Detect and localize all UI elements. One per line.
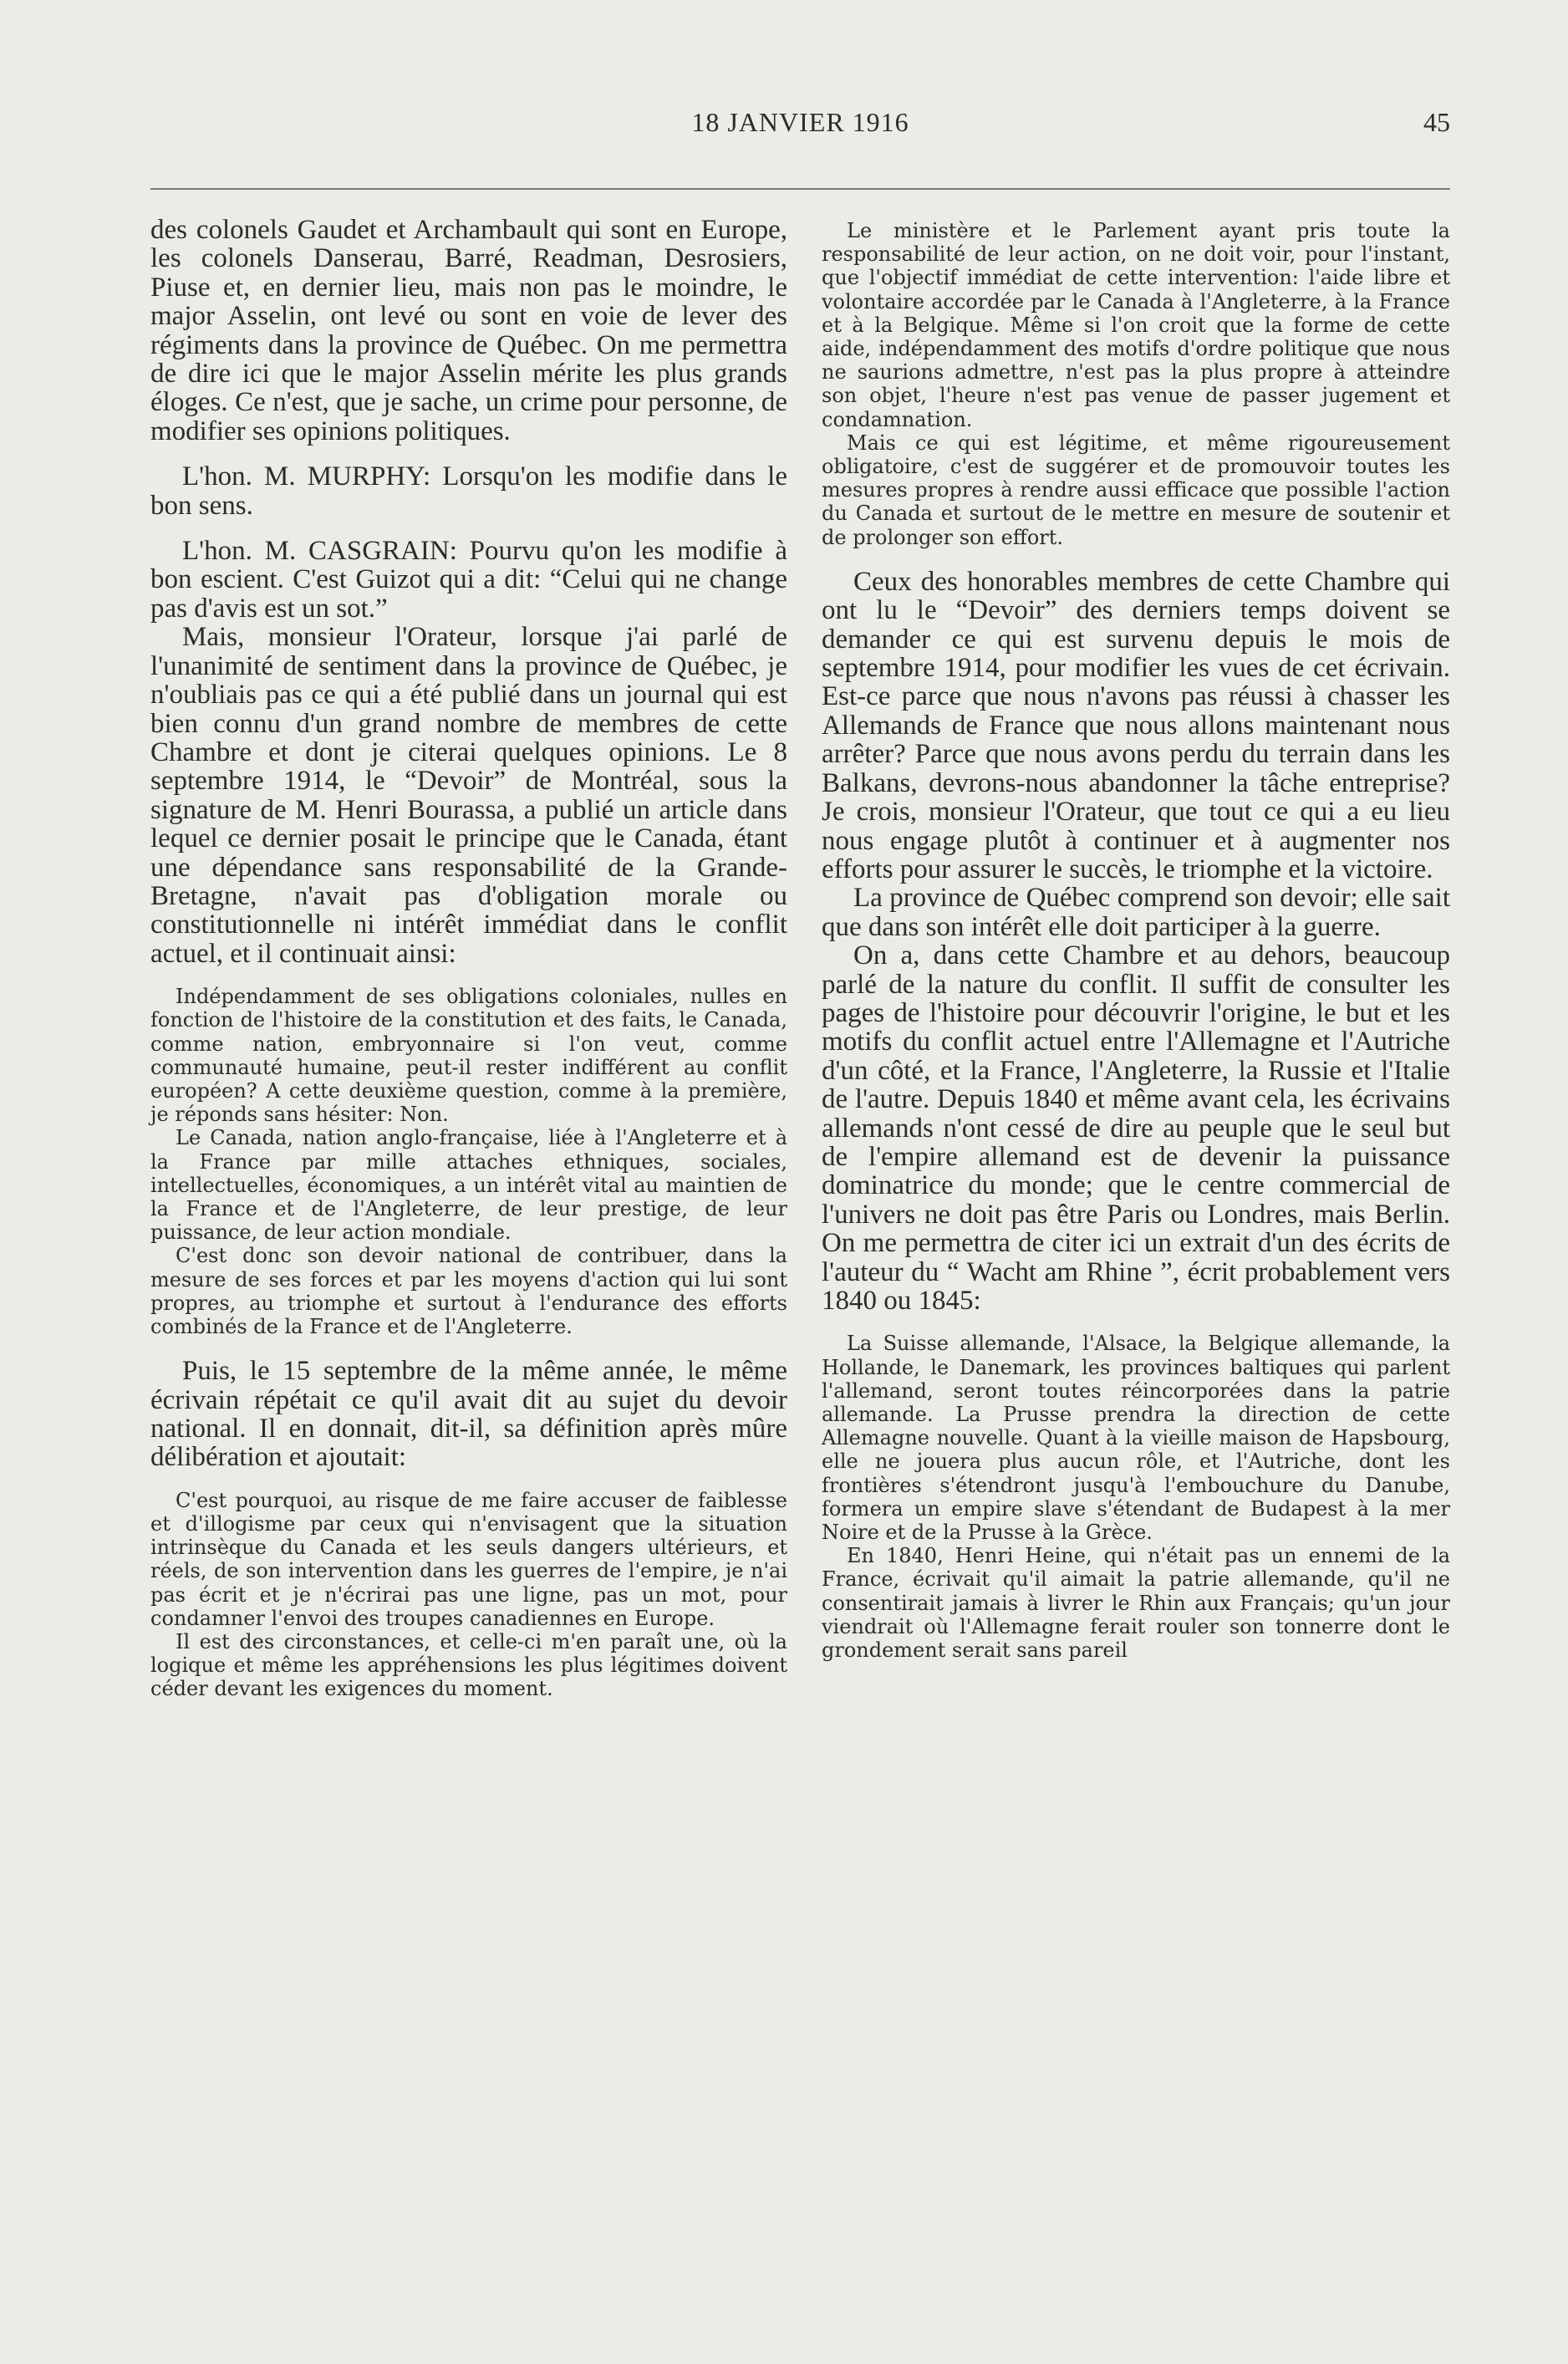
quote-paragraph: Le Canada, nation anglo-française, liée à l'Angleterre et à la France par mille attaches ethniques, sociales, intellectuelles, économiques, a un intérêt vital au maintien de la France et de l'Angleterre, de leur prestige, de leur puissance, de leur action mondiale.: [150, 1126, 787, 1245]
paragraph-casgrain: L'hon. M. CASGRAIN: Pourvu qu'on les modifie à bon escient. C'est Guizot qui a dit: “Celui qui ne change pas d'avis est un sot.”: [150, 536, 787, 624]
block-quote: [150, 985, 787, 1338]
paragraph: On a, dans cette Chambre et au dehors, beaucoup parlé de la nature du conflit. Il suffit de consulter les pages de l'histoire pour découvrir l'origine, le but et les motifs du conflit actuel entre l'Allemagne et l'Autriche d'un côté, et la France, l'Angleterre, la Russie et l'Italie de l'autre. Depuis 1840 et même avant cela, les écrivains allemands n'ont cessé de dire au peuple que le seul but de l'empire allemand est de devenir la puissance dominatrice du monde; que le centre commercial de l'univers ne doit pas être Paris ou Londres, mais Berlin. On me permettra de citer ici un extrait d'un des écrits de l'auteur du “ Wacht am Rhine ”, écrit probablement vers 1840 ou 1845:: [822, 940, 1450, 1316]
quote-paragraph: C'est pourquoi, au risque de me faire accuser de faiblesse et d'illogisme par ceux qui n'envisagent que la situation intrinsèque du Canada et les seuls dangers ultérieurs, et réels, de son intervention dans les guerres de l'empire, je n'ai pas écrit et je n'écrirai pas une ligne, pas un mot, pour condamner l'envoi des troupes canadiennes en Europe.: [150, 1488, 787, 1630]
block-quote: [822, 219, 1450, 549]
running-header: [150, 107, 1450, 149]
paragraph: Ceux des honorables membres de cette Chambre qui ont lu le “Devoir” des derniers temps doivent se demander ce qui est survenu depuis le mois de septembre 1914, pour modifier les vues de cet écrivain. Est-ce parce que nous n'avons pas réussi à chasser les Allemands de France que nous allons maintenant nous arrêter? Parce que nous avons perdu du terrain dans les Balkans, devrons-nous abandonner la tâche entreprise? Je crois, monsieur l'Orateur, que tout ce qui a eu lieu nous engage plutôt à continuer et à augmenter nos efforts pour assurer le succès, le triomphe et la victoire.: [822, 566, 1450, 884]
quote-paragraph: Il est des circonstances, et celle-ci m'en paraît une, où la logique et même les appréhensions les plus légitimes doivent céder devant les exigences du moment.: [150, 1630, 787, 1701]
right-column: [822, 216, 1450, 1680]
header-date-title: 18 JANVIER 1916: [691, 107, 909, 137]
page-number: 45: [1423, 107, 1450, 137]
quote-paragraph: C'est donc son devoir national de contribuer, dans la mesure de ses forces et par les moyens d'action qui lui sont propres, au triomphe et surtout à l'endurance des efforts combinés de la France et de l'Angleterre.: [150, 1244, 787, 1338]
paragraph: des colonels Gaudet et Archambault qui sont en Europe, les colonels Danserau, Barré, Readman, Desrosiers, Piuse et, en dernier lieu, mais non pas le moindre, le major Asselin, ont levé ou sont en voie de lever des régiments dans la province de Québec. On me permettra de dire ici que le major Asselin mérite les plus grands éloges. Ce n'est, que je sache, un crime pour personne, de modifier ses opinions politiques.: [150, 215, 787, 446]
quote-paragraph: En 1840, Henri Heine, qui n'était pas un ennemi de la France, écrivait qu'il aimait la patrie allemande, qu'il ne consentirait jamais à livrer le Rhin aux Français; qu'un jour viendrait où l'Allemagne ferait rouler son tonnerre dont le grondement serait sans pareil: [822, 1544, 1450, 1663]
quote-paragraph: La Suisse allemande, l'Alsace, la Belgique allemande, la Hollande, le Danemark, les provinces baltiques qui parlent l'allemand, seront toutes réincorporées dans la patrie allemande. La Prusse prendra la direction de cette Allemagne nouvelle. Quant à la vieille maison de Hapsbourg, elle ne jouera plus aucun rôle, et l'Autriche, dont les frontières s'étendront jusqu'à l'embouchure du Danube, formera un empire slave s'étendant de Budapest à la mer Noire et de la Prusse à la Grèce.: [822, 1332, 1450, 1545]
paragraph: Puis, le 15 septembre de la même année, le même écrivain répétait ce qu'il avait dit au sujet du devoir national. Il en donnait, dit-il, sa définition après mûre délibération et ajoutait:: [150, 1356, 787, 1473]
block-quote: [822, 1332, 1450, 1662]
header-rule: [150, 188, 1450, 190]
quote-paragraph: Mais ce qui est légitime, et même rigoureusement obligatoire, c'est de suggérer et de promouvoir toutes les mesures propres à rendre aussi efficace que possible l'action du Canada et surtout de le mettre en mesure de soutenir et de prolonger son effort.: [822, 431, 1450, 549]
paragraph: Mais, monsieur l'Orateur, lorsque j'ai parlé de l'unanimité de sentiment dans la province de Québec, je n'oubliais pas ce qui a été publié dans un journal qui est bien connu d'un grand nombre de membres de cette Chambre et dont je citerai quelques opinions. Le 8 septembre 1914, le “Devoir” de Montréal, sous la signature de M. Henri Bourassa, a publié un article dans lequel ce dernier posait le principe que le Canada, étant une dépendance sans responsabilité de la Grande-Bretagne, n'avait pas d'obligation morale ou constitutionnelle ni intérêt immédiat dans le conflit actuel, et il continuait ainsi:: [150, 622, 787, 969]
paragraph: La province de Québec comprend son devoir; elle sait que dans son intérêt elle doit participer à la guerre.: [822, 883, 1450, 942]
paragraph-murphy: L'hon. M. MURPHY: Lorsqu'on les modifie dans le bon sens.: [150, 461, 787, 521]
block-quote: [150, 1489, 787, 1701]
quote-paragraph: Indépendamment de ses obligations coloniales, nulles en fonction de l'histoire de la constitution et des faits, le Canada, comme nation, embryonnaire si l'on veut, comme communauté humaine, peut-il rester indifférent au conflit européen? A cette deuxième question, comme à la première, je réponds sans hésiter: Non.: [150, 985, 787, 1127]
left-column: [150, 216, 787, 1720]
quote-paragraph: Le ministère et le Parlement ayant pris toute la responsabilité de leur action, on ne doit voir, pour l'instant, que l'objectif immédiat de cette intervention: l'aide libre et volontaire accordée par le Canada à l'Angleterre, à la France et à la Belgique. Même si l'on croit que la forme de cette aide, indépendamment des motifs d'ordre politique que nous ne saurions admettre, n'est pas la plus propre à atteindre son objet, l'heure n'est pas venue de passer jugement et condamnation.: [822, 219, 1450, 431]
